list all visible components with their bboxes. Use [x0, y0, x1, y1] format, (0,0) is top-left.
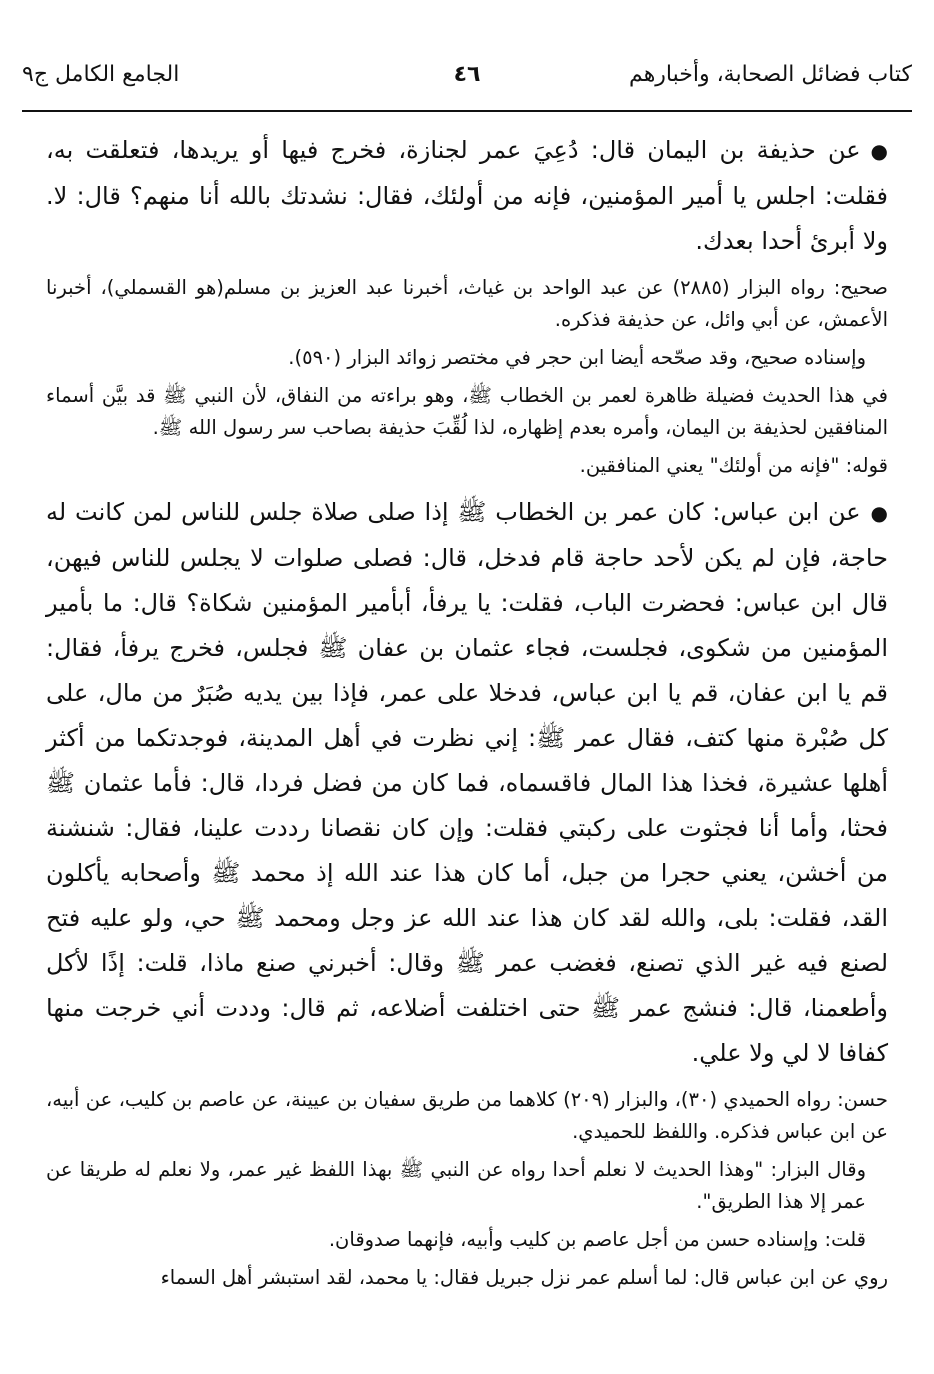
volume-title: الجامع الكامل ج٩ [22, 62, 180, 87]
hadith-ibn-abbas [46, 490, 888, 1076]
hadith-text: عن ابن عباس: كان عمر بن الخطاب ﷺ إذا صلى صلاة جلس للناس لمن كانت له حاجة، فإن لم يكن لأحد حاجة قام فدخل، قال: فصلى صلوات لا يجلس للناس فيهن، قال ابن عباس: فحضرت الباب، فقلت: يا يرفأ، أبأمير المؤمنين شكاة؟ قال: ما بأمير المؤمنين من شكوى، فجلست، فجاء عثمان بن عفان ﷺ فجلس، فخرج يرفأ، فقال: قم يا ابن عفان، قم يا ابن عباس، فدخلا على عمر، فإذا بين يديه صُبَرٌ من مال، على كل صُبْرة منها كتف، فقال عمر ﷺ: إني نظرت في أهل المدينة، فوجدتكما من أكثر أهلها عشيرة، فخذا هذا المال فاقسماه، فما كان من فضل فردا، قال: فأما عثمان ﷺ فحثا، وأما أنا فجثوت على ركبتي فقلت: وإن كان نقصانا رددت علينا، فقال: شنشنة من أخشن، يعني حجرا من جبل، أما كان هذا عند الله إذ محمد ﷺ وأصحابه يأكلون القد، فقلت: بلى، والله لقد كان هذا عند الله عز وجل ومحمد ﷺ حي، ولو عليه فتح لصنع فيه غير الذي تصنع، فغضب عمر ﷺ وقال: أخبرني صنع ماذا، قلت: إذًا لأكل وأطعمنا، قال: فنشج عمر ﷺ حتى اختلفت أضلاعه، ثم قال: وددت أني خرجت منها كفافا لا لي ولا علي. [46, 498, 888, 1067]
benefit-note: في هذا الحديث فضيلة ظاهرة لعمر بن الخطاب ﷺ، وهو براءته من النفاق، لأن النبي ﷺ قد بيَّن أسماء المنافقين لحذيفة بن اليمان، وأمره بعدم إظهاره، لذا لُقِّبَ حذيفة بصاحب سر رسول الله ﷺ. [46, 384, 888, 439]
hadith-text: عن حذيفة بن اليمان قال: دُعِيَ عمر لجنازة، فخرج فيها أو يريدها، فتعلقت به، فقلت: اجلس يا أمير المؤمنين، فإنه من أولئك، فقال: نشدتك بالله أنا منهم؟ قال: لا. ولا أبرئ أحدا بعدك. [46, 136, 888, 255]
header-divider [22, 110, 912, 112]
page-number: ٤٦ [453, 62, 481, 87]
bullet-icon: ● [870, 139, 888, 163]
page-header [22, 62, 912, 106]
bullet-icon: ● [870, 501, 888, 525]
explanation-note: قوله: "فإنه من أولئك" يعني المنافقين. [579, 454, 888, 477]
page-body [46, 128, 888, 1300]
grading-note: حسن: رواه الحميدي (٣٠)، والبزار (٢٠٩) كلاهما من طريق سفيان بن عيينة، عن عاصم بن كليب، عن أبيه، عن ابن عباس فذكره. واللفظ للحميدي. [46, 1088, 888, 1143]
isnad-note: وإسناده صحيح، وقد صحّحه أيضا ابن حجر في مختصر زوائد البزار (٥٩٠). [288, 346, 866, 369]
grading-note: صحيح: رواه البزار (٢٨٨٥) عن عبد الواحد بن غياث، أخبرنا عبد العزيز بن مسلم(هو القسملي)، أخبرنا الأعمش، عن أبي وائل، عن حذيفة فذكره. [46, 276, 888, 331]
next-report: روي عن ابن عباس قال: لما أسلم عمر نزل جبريل فقال: يا محمد، لقد استبشر أهل السماء [160, 1266, 888, 1289]
book-title: كتاب فضائل الصحابة، وأخبارهم [629, 62, 912, 87]
isnad-note: قلت: وإسناده حسن من أجل عاصم بن كليب وأبيه، فإنهما صدوقان. [328, 1228, 866, 1251]
bazzar-comment: وقال البزار: "وهذا الحديث لا نعلم أحدا رواه عن النبي ﷺ بهذا اللفظ غير عمر، ولا نعلم له طريقا عن عمر إلا هذا الطريق". [46, 1158, 866, 1213]
hadith-hudhayfa [46, 128, 888, 264]
